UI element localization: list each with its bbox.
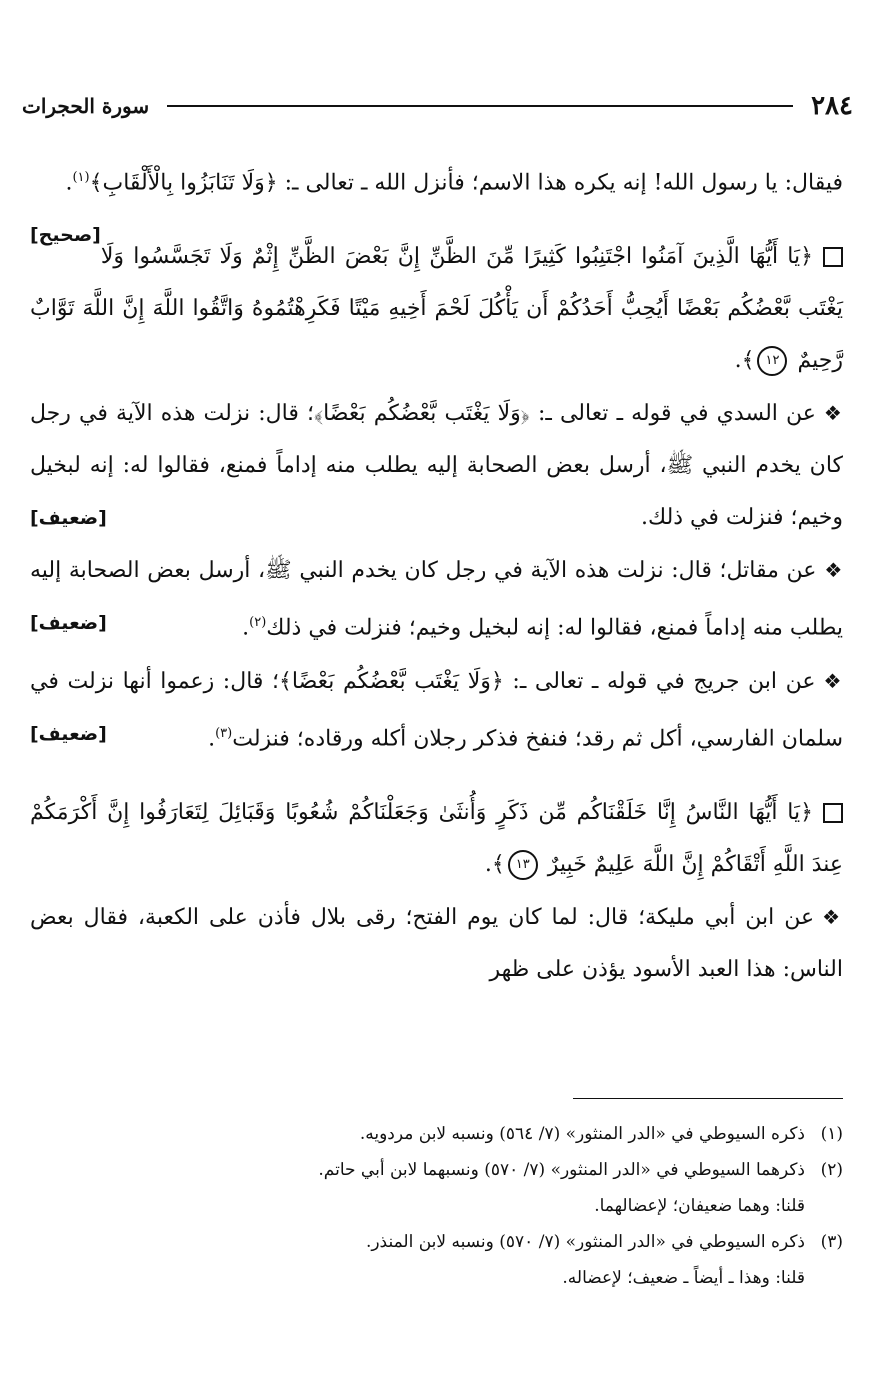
period: .: [65, 170, 73, 196]
grade-label: [ضعيف]: [30, 722, 107, 745]
footnotes: [30, 1116, 843, 1296]
surah-title: سورة الحجرات: [22, 94, 150, 118]
ayah-number-badge: ١٣: [508, 850, 538, 880]
footnote-3: [30, 1224, 843, 1260]
footnote-ref-1: (١): [72, 170, 90, 185]
footnote-ref-3: (٣): [215, 725, 233, 741]
grade-label: [صحيح]: [30, 224, 101, 247]
square-box-icon: [823, 803, 843, 823]
paragraph-1: [30, 152, 843, 247]
period: .: [208, 725, 216, 751]
diamond-bullet-icon: ❖: [823, 401, 843, 426]
diamond-bullet-icon: ❖: [823, 668, 843, 693]
grade-label: [ضعيف]: [30, 507, 107, 530]
square-box-icon: [823, 247, 843, 267]
paragraph-3-text: عن مقاتل؛ قال: نزلت هذه الآية في رجل كان يخدم النبي ﷺ، أرسل بعض الصحابة إليه يطلب منه إداماً فمنع، فقالوا له: إنه لبخيل وخيم؛ فنزلت في ذلك: [30, 558, 843, 641]
diamond-bullet-icon: ❖: [822, 904, 843, 929]
header-rule: [167, 105, 793, 107]
verse-block-2: [30, 787, 843, 891]
footnote-number: (١): [820, 1124, 843, 1144]
paragraph-3: [30, 544, 843, 654]
paragraph-5: [30, 891, 843, 996]
verse-close: ﴾.: [734, 348, 755, 374]
paragraph-2: [30, 387, 843, 544]
footnote-2-continuation: قلنا: وهما ضعيفان؛ لإعضالهما.: [594, 1196, 805, 1216]
paragraph-4-text: عن ابن جريج في قوله ـ تعالى ـ: ﴿وَلَا يَغْتَب بَّعْضُكُم بَعْضًا﴾؛ قال: زعموا أنها نزلت في سلمان الفارسي، أكل ثم رقد؛ فنفخ فذكر رجلان أكله ورقاده؛ فنزلت: [30, 668, 843, 751]
footnote-number: (٢): [820, 1160, 843, 1180]
grade-label: [ضعيف]: [30, 612, 107, 635]
paragraph-5-text: عن ابن أبي مليكة؛ قال: لما كان يوم الفتح؛ رقى بلال فأذن على الكعبة، فقال بعض الناس: هذا العبد الأسود يؤذن على ظهر: [30, 904, 843, 982]
verse-1-text: ﴿يَا أَيُّهَا الَّذِينَ آمَنُوا اجْتَنِبُوا كَثِيرًا مِّنَ الظَّنِّ إِنَّ بَعْضَ الظَّنِّ إِثْمٌ وَلَا تَجَسَّسُوا وَلَا يَغْتَب بَّعْضُكُم بَعْضًا أَيُحِبُّ أَحَدُكُمْ أَن يَأْكُلَ لَحْمَ أَخِيهِ مَيْتًا فَكَرِهْتُمُوهُ وَاتَّقُوا اللَّهَ إِنَّ اللَّهَ تَوَّابٌ رَّحِيمٌ: [30, 244, 843, 374]
ayah-number-badge: ١٢: [757, 346, 787, 376]
page-body: [30, 152, 843, 996]
paragraph-2-text: عن السدي في قوله ـ تعالى ـ: ﴿وَلَا يَغْتَب بَّعْضُكُم بَعْضًا﴾؛ قال: نزلت هذه الآية في رجل كان يخدم النبي ﷺ، أرسل بعض الصحابة إليه يطلب منه إداماً فمنع، فقالوا له: إنه لبخيل وخيم؛ فنزلت في ذلك.: [30, 401, 843, 531]
verse-close: ﴾.: [484, 851, 505, 877]
footnote-ref-2: (٢): [249, 615, 267, 631]
footnote-text: ذكره السيوطي في «الدر المنثور» (٧/ ٥٧٠) ونسبه لابن المنذر.: [365, 1232, 805, 1252]
period: .: [242, 615, 250, 641]
verse-2-text: ﴿يَا أَيُّهَا النَّاسُ إِنَّا خَلَقْنَاكُم مِّن ذَكَرٍ وَأُنثَىٰ وَجَعَلْنَاكُمْ شُعُوبًا وَقَبَائِلَ لِتَعَارَفُوا إِنَّ أَكْرَمَكُمْ عِندَ اللَّهِ أَتْقَاكُمْ إِنَّ اللَّهَ عَلِيمٌ خَبِيرٌ: [30, 799, 843, 877]
footnote-text: ذكره السيوطي في «الدر المنثور» (٧/ ٥٦٤) ونسبه لابن مردويه.: [359, 1124, 805, 1144]
footnote-number: (٣): [820, 1232, 843, 1252]
footnote-1: [30, 1116, 843, 1152]
verse-block-1: [30, 231, 843, 387]
footnote-text: ذكرهما السيوطي في «الدر المنثور» (٧/ ٥٧٠) ونسبهما لابن أبي حاتم.: [318, 1160, 805, 1180]
page-header: [22, 86, 853, 126]
footnote-separator: [573, 1098, 843, 1099]
diamond-bullet-icon: ❖: [824, 558, 843, 583]
footnote-2: [30, 1152, 843, 1188]
paragraph-1-text: فيقال: يا رسول الله! إنه يكره هذا الاسم؛ فأنزل الله ـ تعالى ـ: ﴿وَلَا تَنَابَزُوا بِالْأَلْقَابِ﴾: [89, 170, 843, 196]
paragraph-4: [30, 655, 843, 765]
page-number: ٢٨٤: [811, 91, 853, 121]
footnote-3-continuation: قلنا: وهذا ـ أيضاً ـ ضعيف؛ لإعضاله.: [562, 1268, 805, 1288]
